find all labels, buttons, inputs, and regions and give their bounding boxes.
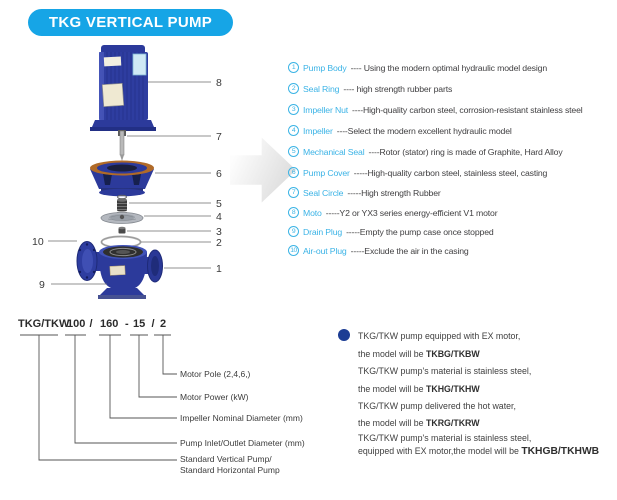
circled-number-icon: 6 [288, 167, 299, 178]
list-item [288, 83, 452, 94]
note-line: TKG/TKW pump delivered the hot water, [358, 401, 516, 411]
part-desc: -----High-quality carbon steel, stainless steel, casting [353, 167, 548, 178]
label-standard-horiz: Standard Horizontal Pump [180, 465, 280, 475]
list-item [288, 187, 441, 198]
model-sep2: - [125, 318, 129, 330]
callout-5: 5 [216, 198, 222, 210]
part-name: Impeller [303, 125, 333, 136]
note-line: TKG/TKW pump's material is stainless steel, [358, 366, 532, 376]
circled-number-icon: 2 [288, 83, 299, 94]
part-name: Mechanical Seal [303, 146, 365, 157]
callout-9: 9 [39, 279, 45, 291]
part-name: Pump Body [303, 62, 347, 73]
bullet-icon [338, 329, 350, 341]
note-line: the model will be TKHG/TKHW [358, 384, 480, 394]
model-code-text [18, 318, 166, 330]
part-desc: -----Y2 or YX3 series energy-efficient V1 motor [325, 207, 498, 218]
model-sep1: / [89, 318, 93, 330]
shaft-illustration [118, 130, 126, 161]
part-name: Air-out Plug [303, 245, 347, 256]
pump-exploded-diagram [15, 38, 240, 318]
note-line: the model will be TKBG/TKBW [358, 349, 480, 359]
label-motor-power: Motor Power (kW) [180, 392, 249, 402]
part-name: Moto [303, 207, 322, 218]
callout-2: 2 [216, 237, 222, 249]
note-line: equipped with EX motor,the model will be TKHGB/TKHWB [358, 446, 600, 457]
list-item [288, 245, 469, 256]
callout-8: 8 [216, 77, 222, 89]
impeller-nut-illustration [119, 227, 126, 234]
list-item [288, 207, 497, 218]
part-desc: ---- high strength rubber parts [343, 83, 453, 94]
circled-number-icon: 10 [288, 245, 299, 256]
part-desc: ----Rotor (stator) ring is made of Graphite, Hard Alloy [368, 146, 563, 157]
circled-number-icon: 9 [288, 226, 299, 237]
model-sep3: / [151, 318, 155, 330]
list-item [288, 104, 583, 115]
model-code-lines [20, 335, 177, 460]
model-name: TKHGB/TKHWB [521, 446, 600, 457]
circled-number-icon: 1 [288, 62, 299, 73]
parts-list [288, 0, 617, 300]
callout-10: 10 [32, 236, 44, 248]
model-name: TKHG/TKHW [425, 384, 480, 394]
circled-number-icon: 4 [288, 125, 299, 136]
part-name: Seal Circle [303, 187, 344, 198]
list-item [288, 167, 547, 178]
note-line: TKG/TKW pump's material is stainless steel, [358, 433, 532, 443]
impeller-illustration [101, 213, 143, 224]
part-name: Drain Plug [303, 226, 343, 237]
callout-1: 1 [216, 263, 222, 275]
page-title: TKG VERTICAL PUMP [48, 14, 213, 31]
label-impeller-diam: Impeller Nominal Diameter (mm) [180, 413, 303, 423]
circled-number-icon: 3 [288, 104, 299, 115]
list-item [288, 62, 547, 73]
note-line: TKG/TKW pump equipped with EX motor, [358, 331, 521, 341]
model-series: TKG/TKW [18, 318, 70, 330]
part-name: Impeller Nut [303, 104, 349, 115]
circled-number-icon: 5 [288, 146, 299, 157]
pump-cover-illustration [90, 161, 154, 197]
model-inlet: 100 [67, 318, 86, 330]
part-desc: ----Select the modern excellent hydraulic model [336, 125, 512, 136]
model-power: 15 [133, 318, 146, 330]
list-item [288, 125, 512, 136]
part-desc: ----High-quality carbon steel, corrosion-resistant stainless steel [352, 104, 583, 115]
model-name: TKBG/TKBW [425, 349, 480, 359]
list-item [288, 226, 494, 237]
label-inlet-outlet: Pump Inlet/Outlet Diameter (mm) [180, 438, 305, 448]
model-name: TKRG/TKRW [425, 418, 480, 428]
motor-illustration [90, 45, 156, 131]
circled-number-icon: 7 [288, 187, 299, 198]
part-desc: -----High strength Rubber [347, 187, 441, 198]
list-item [288, 146, 563, 157]
part-desc: -----Exclude the air in the casing [350, 245, 469, 256]
part-desc: ---- Using the modern optimal hydraulic model design [350, 62, 548, 73]
model-pole: 2 [160, 318, 167, 330]
callout-3: 3 [216, 226, 222, 238]
part-name: Pump Cover [303, 167, 350, 178]
model-notes [337, 326, 615, 486]
callout-4: 4 [216, 211, 222, 223]
part-name: Seal Ring [303, 83, 340, 94]
title-banner [28, 9, 233, 36]
label-standard-vert: Standard Vertical Pump/ [180, 454, 272, 464]
pump-body-illustration [77, 242, 163, 300]
circled-number-icon: 8 [288, 207, 299, 218]
label-motor-pole: Motor Pole (2,4,6,) [180, 369, 251, 379]
model-code-diagram [0, 310, 340, 500]
note-line: the model will be TKRG/TKRW [358, 418, 480, 428]
model-impeller: 160 [100, 318, 119, 330]
callout-7: 7 [216, 131, 222, 143]
part-desc: -----Empty the pump case once stopped [346, 226, 494, 237]
callout-6: 6 [216, 168, 222, 180]
model-code-labels [180, 369, 305, 475]
